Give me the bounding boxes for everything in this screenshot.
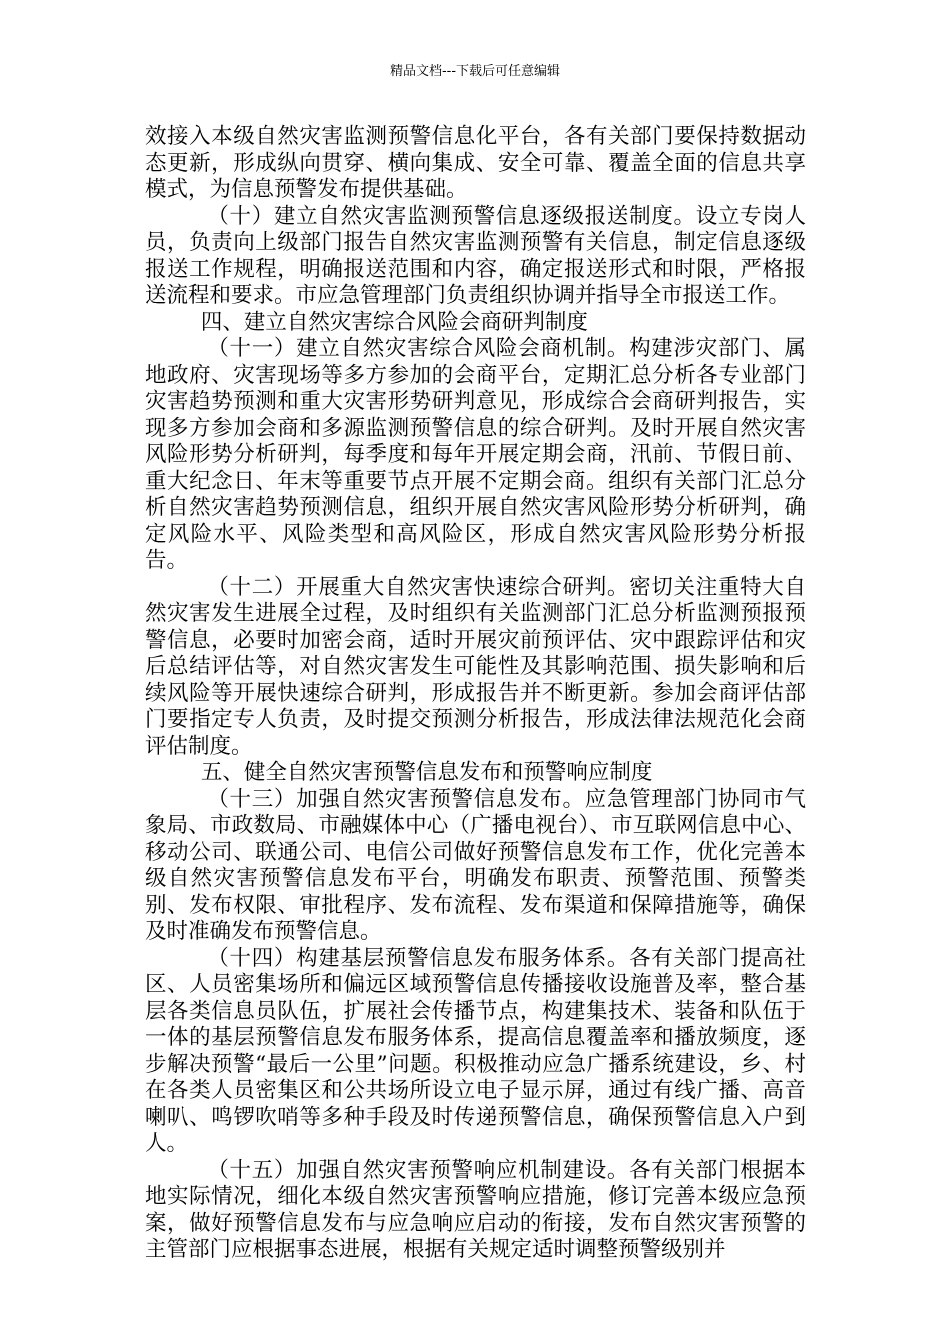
paragraph-item-10: （十）建立自然灾害监测预警信息逐级报送制度。设立专岗人员，负责向上级部门报告自然灾害监测预警有关信息，制定信息逐级报送工作规程，明确报送范围和内容，确定报送形式和时限，严格报送流程和要求。市应急管理部门负责组织协调并指导全市报送工作。 [145, 203, 806, 308]
section-heading-5: 五、健全自然灾害预警信息发布和预警响应制度 [200, 760, 653, 785]
paragraph-item-12: （十二）开展重大自然灾害快速综合研判。密切关注重特大自然灾害发生进展全过程，及时组织有关监测部门汇总分析监测预报预警信息，必要时加密会商，适时开展灾前预评估、灾中跟踪评估和灾后总结评估等，对自然灾害发生可能性及其影响范围、损失影响和后续风险等开展快速综合研判，形成报告并不断更新。参加会商评估部门要指定专人负责，及时提交预测分析报告，形成法律法规范化会商评估制度。 [145, 574, 806, 759]
page-header: 精品文档---下载后可任意编辑 [389, 64, 561, 79]
paragraph-item-14: （十四）构建基层预警信息发布服务体系。各有关部门提高社区、人员密集场所和偏远区域预警信息传播接收设施普及率，整合基层各类信息员队伍，扩展社会传播节点，构建集技术、装备和队伍于一体的基层预警信息发布服务体系，提高信息覆盖率和播放频度，逐步解决预警“最后一公里”问题。积极推动应急广播系统建设，乡、村在各类人员密集区和公共场所设立电子显示屏，通过有线广播、高音喇叭、鸣锣吹哨等多种手段及时传递预警信息，确保预警信息入户到人。 [145, 945, 806, 1156]
paragraph-item-15: （十五）加强自然灾害预警响应机制建设。各有关部门根据本地实际情况，细化本级自然灾害预警响应措施，修订完善本级应急预案，做好预警信息发布与应急响应启动的衔接，发布自然灾害预警的主管部门应根据事态进展，根据有关规定适时调整预警级别并 [145, 1157, 806, 1262]
paragraph-item-13: （十三）加强自然灾害预警信息发布。应急管理部门协同市气象局、市政数局、市融媒体中心（广播电视台）、市互联网信息中心、移动公司、联通公司、电信公司做好预警信息发布工作，优化完善本级自然灾害预警信息发布平台，明确发布职责、预警范围、预警类别、发布权限、审批程序、发布流程、发布渠道和保障措施等，确保及时准确发布预警信息。 [145, 786, 806, 944]
paragraph-continuation: 效接入本级自然灾害监测预警信息化平台，各有关部门要保持数据动态更新，形成纵向贯穿、横向集成、安全可靠、覆盖全面的信息共享模式，为信息预警发布提供基础。 [145, 124, 806, 202]
section-heading-4: 四、建立自然灾害综合风险会商研判制度 [200, 309, 588, 335]
paragraph-item-11: （十一）建立自然灾害综合风险会商机制。构建涉灾部门、属地政府、灾害现场等多方参加的会商平台，定期汇总分析各专业部门灾害趋势预测和重大灾害形势研判意见，形成综合会商研判报告，实现多方参加会商和多源监测预警信息的综合研判。及时开展自然灾害风险形势分析研判，每季度和每年开展定期会商，汛前、节假日前、重大纪念日、年末等重要节点开展不定期会商。组织有关部门汇总分析自然灾害趋势预测信息，组织开展自然灾害风险形势分析研判，确定风险水平、风险类型和高风险区，形成自然灾害风险形势分析报告。 [145, 336, 806, 573]
document-body [145, 124, 806, 1264]
